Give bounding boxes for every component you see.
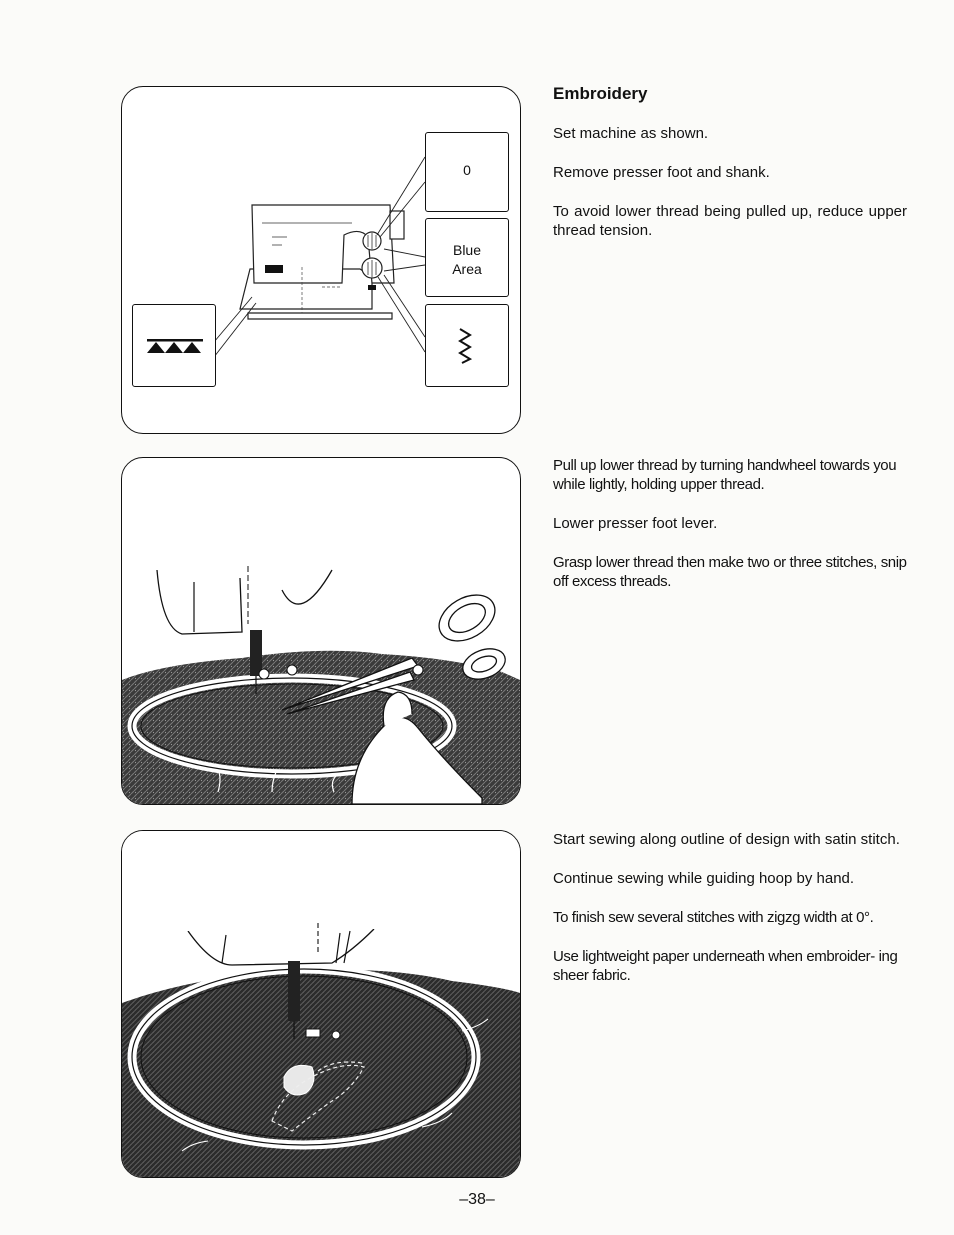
thread-cutting-illustration bbox=[122, 458, 520, 804]
instruction-block-sewing bbox=[553, 830, 907, 1005]
feed-dog-down-icon bbox=[133, 305, 215, 386]
pattern-callout bbox=[425, 304, 509, 387]
thread-cutting-panel bbox=[121, 457, 521, 805]
instruction-grasp-thread: Grasp lower thread then make two or three stitches, snip off excess threads. bbox=[553, 554, 907, 590]
instruction-lower-lever: Lower presser foot lever. bbox=[553, 515, 718, 532]
instruction-remove-foot: Remove presser foot and shank. bbox=[553, 164, 770, 181]
area-label: Area bbox=[452, 261, 482, 277]
instruction-continue-sewing: Continue sewing while guiding hoop by hand. bbox=[553, 870, 855, 887]
instruction-paper: Use lightweight paper underneath when embroider- ing sheer fabric. bbox=[553, 948, 898, 984]
feed-dog-callout bbox=[132, 304, 216, 387]
stitch-width-callout bbox=[425, 132, 509, 212]
instruction-start-sewing: Start sewing along outline of design with satin stitch. bbox=[553, 831, 900, 848]
instruction-reduce-tension: To avoid lower thread being pulled up, reduce upper thread tension. bbox=[553, 203, 907, 239]
zigzag-stitch-icon bbox=[426, 305, 508, 386]
instruction-block-thread bbox=[553, 456, 907, 611]
machine-setup-panel bbox=[121, 86, 521, 434]
blue-label: Blue bbox=[452, 242, 482, 258]
sewing-design-panel bbox=[121, 830, 521, 1178]
instruction-set-machine: Set machine as shown. bbox=[553, 125, 709, 142]
instruction-block-setup bbox=[553, 124, 907, 260]
hoop-embroidery-illustration bbox=[122, 831, 520, 1177]
page-number: –38– bbox=[459, 1191, 495, 1208]
stitch-width-value: 0 bbox=[463, 162, 471, 178]
instruction-finish: To finish sew several stitches with zigzg width at 0°. bbox=[553, 909, 874, 926]
instruction-pull-thread: Pull up lower thread by turning handwheel towards you while lightly, holding upper thread. bbox=[553, 457, 897, 493]
stitch-length-callout bbox=[425, 218, 509, 297]
section-title: Embroidery bbox=[553, 84, 648, 103]
